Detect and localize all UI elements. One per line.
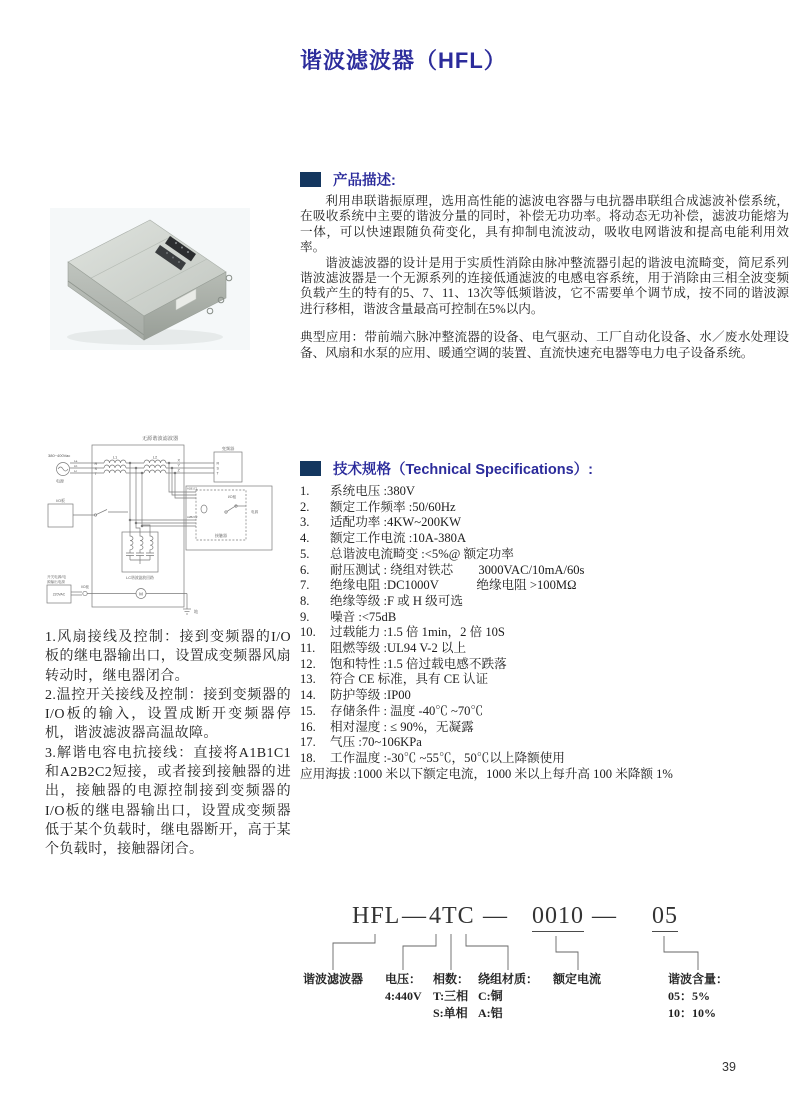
spec-text: 耐压测试 : 绕组对铁芯 3000VAC/10mA/60s bbox=[330, 562, 585, 577]
phase-lc: Lc bbox=[74, 468, 78, 473]
spec-item bbox=[300, 515, 789, 531]
spec-item bbox=[300, 610, 789, 626]
description-text bbox=[300, 194, 789, 361]
spec-item bbox=[300, 578, 789, 594]
source-voltage-label: 380~400Vac bbox=[48, 453, 71, 458]
power-label: 电源 bbox=[251, 510, 259, 514]
wiring-note-3: 3.解谐电容电抗接线：直接将A1B1C1和A2B2C2短接，或者接到接触器的进出，接触器的电源控制接到变频器的I/O板的继电器输出口，设置成变频器低于某个负载时，继电器断开，高于某个负载时，接触器闭合。 bbox=[45, 745, 291, 858]
spec-text: 噪音 :<75dB bbox=[330, 609, 397, 624]
spec-item bbox=[300, 484, 789, 500]
out-x: X bbox=[177, 458, 181, 463]
contactor-label: 接触器 bbox=[215, 532, 227, 538]
model-label-current bbox=[553, 971, 601, 988]
model-code-dash: — bbox=[592, 903, 617, 929]
model-code-dash: — bbox=[483, 903, 508, 929]
altitude-note: 应用海拔 :1000 米以下额定电流，1000 米以上每升高 100 米降额 1% bbox=[300, 766, 673, 781]
model-code-connector-lines bbox=[300, 890, 788, 1050]
section-tech-specs bbox=[300, 458, 593, 479]
model-code-harmonic: 05 bbox=[652, 903, 678, 932]
in-t: T bbox=[94, 471, 97, 476]
model-code-current: 0010 bbox=[532, 903, 584, 932]
out-y: Y bbox=[177, 463, 181, 468]
spec-number: 8. bbox=[300, 593, 310, 608]
spec-text: 额定工作电流 :10A-380A bbox=[330, 531, 467, 546]
spec-text: 系统电压 :380V bbox=[330, 484, 416, 498]
inverter-label: 变频器 bbox=[221, 446, 235, 451]
product-photo-image bbox=[50, 208, 250, 350]
model-label-title: 相数： bbox=[433, 972, 470, 986]
spec-text: 额定工作频率 :50/60Hz bbox=[330, 499, 456, 514]
inv-s: S bbox=[216, 466, 219, 471]
spec-number: 1. bbox=[300, 484, 310, 498]
model-label-harmonic bbox=[668, 971, 728, 1022]
model-code-voltage-phase: 4TC bbox=[429, 903, 475, 929]
wiring-note-1: 1.风扇接线及控制：接到变频器的I/O板的继电器输出口，设置成变频器风扇转动时，继电器闭合。 bbox=[45, 630, 291, 684]
model-label-title: 电压： bbox=[385, 972, 422, 986]
section-product-description bbox=[300, 169, 396, 190]
section-heading: 技术规格（Technical Specifications）: bbox=[333, 462, 593, 478]
spec-number: 2. bbox=[300, 499, 310, 514]
spec-number: 11. bbox=[300, 641, 316, 656]
spec-text: 存储条件 : 温度 -40℃ ~70℃ bbox=[330, 703, 484, 718]
phase-lb: Lb bbox=[74, 463, 78, 468]
product-photo bbox=[50, 208, 250, 350]
spec-number: 9. bbox=[300, 609, 310, 624]
spec-item bbox=[300, 625, 789, 641]
spec-text: 绝缘等级 :F 或 H 级可选 bbox=[330, 593, 463, 608]
inv-r: R bbox=[216, 461, 220, 466]
spec-number: 4. bbox=[300, 531, 310, 546]
ground-label: 地 bbox=[194, 609, 198, 614]
motor-label: M bbox=[139, 591, 143, 597]
wiring-notes bbox=[45, 628, 291, 860]
typical-application: 典型应用：带前端六脉冲整流器的设备、电气驱动、工厂自动化设备、水／废水处理设备、风扇和水泵的应用、暖通空调的装置、直流快速充电器等电力电子设备系统。 bbox=[300, 330, 789, 360]
io-board-label-contactor: I/O板 bbox=[227, 495, 237, 499]
terminals-upper-label: A1B1C1 bbox=[187, 486, 198, 491]
fan-supply-label-2: 源输出电源 bbox=[47, 580, 65, 584]
spec-number: 3. bbox=[300, 515, 310, 530]
spec-number: 6. bbox=[300, 562, 310, 577]
spec-list bbox=[300, 484, 789, 782]
spec-number: 13. bbox=[300, 672, 316, 687]
spec-number: 12. bbox=[300, 656, 316, 671]
spec-item bbox=[300, 720, 789, 736]
model-label-winding bbox=[478, 971, 538, 1022]
spec-number: 10. bbox=[300, 625, 316, 640]
phase-la: La bbox=[74, 458, 78, 463]
model-label-series bbox=[303, 971, 363, 988]
spec-item bbox=[300, 735, 789, 751]
lc-network-label: LC谐波滤波回路 bbox=[126, 576, 154, 580]
spec-number: 5. bbox=[300, 546, 310, 561]
model-code-series: HFL bbox=[352, 903, 401, 929]
spec-item bbox=[300, 641, 789, 657]
page-number: 39 bbox=[722, 1060, 736, 1074]
model-label-option: 10：10% bbox=[668, 1006, 717, 1020]
spec-text: 过载能力 :1.5 倍 1min，2 倍 10S bbox=[330, 625, 505, 640]
model-label-option: 4:440V bbox=[385, 989, 422, 1003]
model-label-voltage bbox=[385, 971, 422, 1005]
spec-item bbox=[300, 563, 789, 579]
spec-text: 总谐波电流畸变 :<5%@ 额定功率 bbox=[330, 546, 514, 561]
model-label-option: A:铝 bbox=[478, 1006, 503, 1020]
spec-number: 16. bbox=[300, 719, 316, 734]
spec-item bbox=[300, 672, 789, 688]
out-z: Z bbox=[177, 468, 180, 473]
io-board-label-left: I/O板 bbox=[56, 499, 65, 503]
model-label-option: T:三相 bbox=[433, 989, 469, 1003]
spec-item bbox=[300, 688, 789, 704]
spec-text: 工作温度 :-30℃ ~55℃，50℃以上降额使用 bbox=[330, 750, 565, 765]
spec-text: 阻燃等级 :UL94 V-2 以上 bbox=[330, 641, 467, 656]
section-bullet-square bbox=[300, 172, 321, 187]
spec-text: 饱和特性 :1.5 倍过载电感不跌落 bbox=[330, 656, 507, 671]
model-label-title: 谐波含量： bbox=[668, 972, 729, 986]
spec-number: 15. bbox=[300, 703, 316, 718]
spec-item bbox=[300, 704, 789, 720]
diagram-title: 无源谐波滤波器 bbox=[141, 436, 179, 442]
in-s: S bbox=[94, 466, 98, 471]
model-label-title: 谐波滤波器 bbox=[303, 972, 364, 986]
spec-item bbox=[300, 751, 789, 767]
spec-text: 相对湿度 : ≤ 90%，无凝露 bbox=[330, 719, 474, 734]
spec-item bbox=[300, 594, 789, 610]
page-title: 谐波滤波器（HFL） bbox=[300, 48, 507, 73]
spec-item bbox=[300, 547, 789, 563]
fan-supply-label-1: 开关电源/电 bbox=[47, 575, 66, 579]
spec-number: 14. bbox=[300, 688, 316, 703]
section-bullet-square bbox=[300, 461, 321, 476]
coil-l2: L2 bbox=[152, 454, 158, 460]
fan-supply-box-label: 220VAC bbox=[52, 592, 66, 597]
spec-text: 气压 :70~106KPa bbox=[330, 735, 422, 750]
spec-item bbox=[300, 657, 789, 673]
spec-item bbox=[300, 531, 789, 547]
spec-number: 7. bbox=[300, 578, 310, 593]
spec-text: 防护等级 :IP00 bbox=[330, 688, 411, 703]
spec-number: 17. bbox=[300, 735, 316, 750]
inv-t: T bbox=[216, 471, 219, 476]
wiring-note-2: 2.温控开关接线及控制：接到变频器的I/O板的输入，设置成断开变频器停机，谐波滤波器高温故障。 bbox=[45, 687, 291, 742]
io-board-label-fan: I/O板 bbox=[81, 585, 89, 589]
model-label-option: S:单相 bbox=[433, 1006, 468, 1020]
model-label-phase bbox=[433, 971, 469, 1022]
spec-text: 绝缘电阻 :DC1000V 绝缘电阻 >100MΩ bbox=[330, 578, 577, 593]
description-paragraph-2: 谐波滤波器的设计是用于实质性消除由脉冲整流器引起的谐波电流畸变，简尼系列谐波滤波器是一个无源系列的连接低通滤波的电感电容系统，用于消除由三相全波变频负载产生的特有的5、7、11、13次等低频谐波，它不需要单个调节成，按不同的谐波源进行移相，谐波含量最高可控制在5%以内。 bbox=[300, 255, 789, 316]
description-paragraph-1: 利用串联谐振原理，选用高性能的滤波电容器与电抗器串联组合成滤波补偿系统，在吸收系统中主要的谐波分量的同时，补偿无功功率。将动态无功补偿，滤波功能熔为一体，可以快速跟随负荷变化，具有抑制电流波动，吸收电网谐波和提高电能利用效率。 bbox=[300, 194, 789, 255]
model-label-option: 05：5% bbox=[668, 989, 711, 1003]
in-r: R bbox=[94, 461, 98, 466]
source-label: 电源 bbox=[56, 478, 64, 484]
coil-l1: L1 bbox=[112, 454, 118, 460]
model-label-title: 绕组材质： bbox=[478, 972, 539, 986]
spec-text: 符合 CE 标准，具有 CE 认证 bbox=[330, 672, 489, 687]
terminals-lower-label: A2B2C2 bbox=[187, 514, 198, 519]
model-code-dash: — bbox=[402, 903, 427, 929]
wiring-diagram bbox=[44, 432, 290, 624]
model-label-option: C:铜 bbox=[478, 989, 503, 1003]
model-label-title: 额定电流 bbox=[553, 972, 602, 986]
spec-text: 适配功率 :4KW~200KW bbox=[330, 515, 461, 530]
spec-item bbox=[300, 500, 789, 516]
spec-number: 18. bbox=[300, 750, 316, 765]
section-heading: 产品描述: bbox=[333, 173, 396, 189]
